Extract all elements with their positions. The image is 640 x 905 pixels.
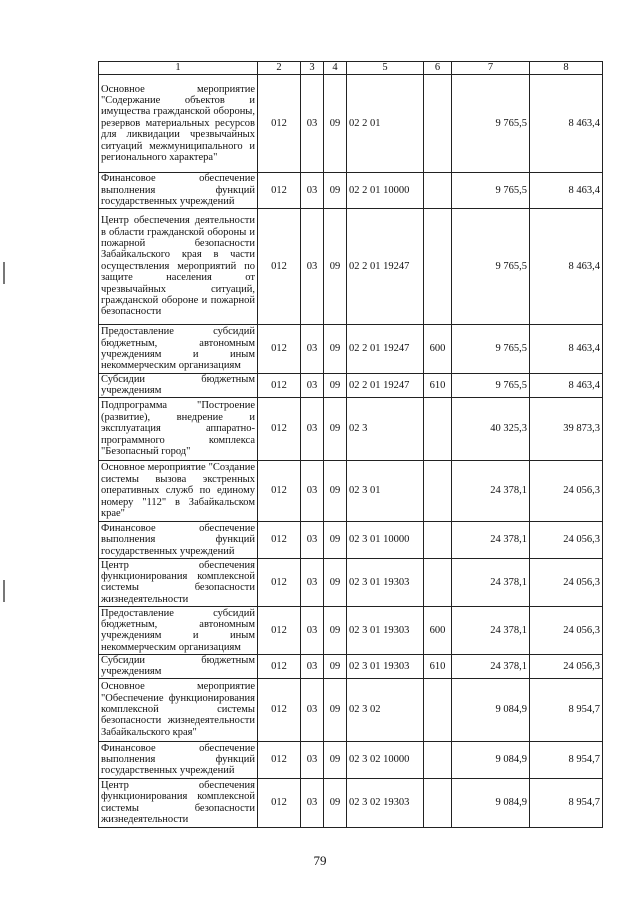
section-code-cell: 03	[301, 397, 324, 460]
target-article-cell: 02 3 01	[347, 460, 424, 521]
expense-type-cell	[424, 209, 452, 325]
table-row	[99, 778, 603, 827]
target-article-cell: 02 3 02 10000	[347, 741, 424, 778]
target-article-cell: 02 2 01 19247	[347, 209, 424, 325]
ministry-code-cell: 012	[258, 654, 301, 678]
section-code-cell: 03	[301, 75, 324, 173]
amount-plan-cell: 24 378,1	[452, 654, 530, 678]
table-row	[99, 460, 603, 521]
ministry-code-cell: 012	[258, 173, 301, 209]
expense-type-cell	[424, 778, 452, 827]
scan-edge-mark	[3, 262, 5, 284]
col-header: 2	[258, 62, 301, 75]
row-name-cell: Предоставление субсидий бюджетным, автономным учреждениям и иным некоммерческим организациям	[99, 325, 258, 374]
ministry-code-cell: 012	[258, 558, 301, 606]
subsection-code-cell: 09	[324, 397, 347, 460]
amount-plan-cell: 9 765,5	[452, 374, 530, 398]
ministry-code-cell: 012	[258, 374, 301, 398]
amount-plan-cell: 9 084,9	[452, 678, 530, 741]
section-code-cell: 03	[301, 654, 324, 678]
ministry-code-cell: 012	[258, 75, 301, 173]
ministry-code-cell: 012	[258, 678, 301, 741]
table-row	[99, 173, 603, 209]
expense-type-cell	[424, 678, 452, 741]
subsection-code-cell: 09	[324, 558, 347, 606]
subsection-code-cell: 09	[324, 678, 347, 741]
expense-type-cell	[424, 173, 452, 209]
row-name-cell: Финансовое обеспечение выполнения функций государственных учреждений	[99, 173, 258, 209]
amount-actual-cell: 24 056,3	[530, 654, 603, 678]
subsection-code-cell: 09	[324, 75, 347, 173]
section-code-cell: 03	[301, 558, 324, 606]
section-code-cell: 03	[301, 460, 324, 521]
section-code-cell: 03	[301, 606, 324, 654]
row-name-cell: Основное мероприятие "Создание системы вызова экстренных оперативных служб по единому номеру "112" в Забайкальском крае"	[99, 460, 258, 521]
amount-actual-cell: 8 463,4	[530, 325, 603, 374]
section-code-cell: 03	[301, 209, 324, 325]
row-name-cell: Центр обеспечения функционирования комплексной системы безопасности жизнедеятельности	[99, 778, 258, 827]
subsection-code-cell: 09	[324, 654, 347, 678]
target-article-cell: 02 3 01 19303	[347, 654, 424, 678]
subsection-code-cell: 09	[324, 460, 347, 521]
section-code-cell: 03	[301, 521, 324, 558]
table-row	[99, 374, 603, 398]
subsection-code-cell: 09	[324, 606, 347, 654]
expense-type-cell	[424, 558, 452, 606]
row-name-cell: Субсидии бюджетным учреждениям	[99, 374, 258, 398]
amount-plan-cell: 9 765,5	[452, 75, 530, 173]
table-row	[99, 558, 603, 606]
section-code-cell: 03	[301, 678, 324, 741]
col-header: 3	[301, 62, 324, 75]
col-header: 6	[424, 62, 452, 75]
amount-plan-cell: 40 325,3	[452, 397, 530, 460]
amount-plan-cell: 24 378,1	[452, 460, 530, 521]
amount-plan-cell: 9 765,5	[452, 325, 530, 374]
col-header: 4	[324, 62, 347, 75]
amount-plan-cell: 9 765,5	[452, 209, 530, 325]
amount-actual-cell: 24 056,3	[530, 558, 603, 606]
amount-actual-cell: 39 873,3	[530, 397, 603, 460]
col-header: 5	[347, 62, 424, 75]
expense-type-cell	[424, 521, 452, 558]
subsection-code-cell: 09	[324, 778, 347, 827]
amount-plan-cell: 24 378,1	[452, 558, 530, 606]
amount-actual-cell: 8 463,4	[530, 173, 603, 209]
amount-plan-cell: 24 378,1	[452, 606, 530, 654]
amount-actual-cell: 8 954,7	[530, 741, 603, 778]
target-article-cell: 02 3 02	[347, 678, 424, 741]
col-header: 8	[530, 62, 603, 75]
page-number: 79	[313, 853, 327, 868]
amount-plan-cell: 9 084,9	[452, 741, 530, 778]
expense-type-cell	[424, 75, 452, 173]
table-row	[99, 521, 603, 558]
table-row	[99, 209, 603, 325]
ministry-code-cell: 012	[258, 397, 301, 460]
ministry-code-cell: 012	[258, 778, 301, 827]
table-row	[99, 325, 603, 374]
amount-actual-cell: 24 056,3	[530, 521, 603, 558]
subsection-code-cell: 09	[324, 741, 347, 778]
ministry-code-cell: 012	[258, 460, 301, 521]
header-row	[99, 62, 603, 75]
target-article-cell: 02 2 01 19247	[347, 325, 424, 374]
row-name-cell: Основное мероприятие "Содержание объектов и имущества гражданской обороны, резервов материальных ресурсов для ликвидации чрезвычайных ситуаций межмуниципального и регионального характера"	[99, 75, 258, 173]
amount-actual-cell: 8 954,7	[530, 778, 603, 827]
target-article-cell: 02 2 01	[347, 75, 424, 173]
subsection-code-cell: 09	[324, 209, 347, 325]
table-row	[99, 741, 603, 778]
expense-type-cell: 610	[424, 654, 452, 678]
amount-actual-cell: 24 056,3	[530, 606, 603, 654]
col-header: 7	[452, 62, 530, 75]
expense-type-cell	[424, 397, 452, 460]
target-article-cell: 02 3 02 19303	[347, 778, 424, 827]
amount-plan-cell: 9 765,5	[452, 173, 530, 209]
amount-actual-cell: 8 954,7	[530, 678, 603, 741]
section-code-cell: 03	[301, 374, 324, 398]
row-name-cell: Основное мероприятие "Обеспечение функционирования комплексной системы безопасности жизнедеятельности Забайкальского края"	[99, 678, 258, 741]
section-code-cell: 03	[301, 325, 324, 374]
table-row	[99, 654, 603, 678]
row-name-cell: Подпрограмма "Построение (развитие), внедрение и эксплуатация аппаратно-программного комплекса "Безопасный город"	[99, 397, 258, 460]
subsection-code-cell: 09	[324, 374, 347, 398]
section-code-cell: 03	[301, 778, 324, 827]
table-row	[99, 678, 603, 741]
expense-type-cell: 600	[424, 606, 452, 654]
amount-actual-cell: 8 463,4	[530, 209, 603, 325]
subsection-code-cell: 09	[324, 173, 347, 209]
table-row	[99, 397, 603, 460]
row-name-cell: Финансовое обеспечение выполнения функций государственных учреждений	[99, 741, 258, 778]
row-name-cell: Финансовое обеспечение выполнения функций государственных учреждений	[99, 521, 258, 558]
row-name-cell: Субсидии бюджетным учреждениям	[99, 654, 258, 678]
section-code-cell: 03	[301, 173, 324, 209]
expense-type-cell: 600	[424, 325, 452, 374]
target-article-cell: 02 3 01 10000	[347, 521, 424, 558]
expense-type-cell	[424, 741, 452, 778]
target-article-cell: 02 3	[347, 397, 424, 460]
target-article-cell: 02 2 01 10000	[347, 173, 424, 209]
ministry-code-cell: 012	[258, 325, 301, 374]
row-name-cell: Предоставление субсидий бюджетным, автономным учреждениям и иным некоммерческим организациям	[99, 606, 258, 654]
row-name-cell: Центр обеспечения функционирования комплексной системы безопасности жизнедеятельности	[99, 558, 258, 606]
amount-actual-cell: 24 056,3	[530, 460, 603, 521]
target-article-cell: 02 3 01 19303	[347, 558, 424, 606]
expense-type-cell: 610	[424, 374, 452, 398]
ministry-code-cell: 012	[258, 521, 301, 558]
amount-actual-cell: 8 463,4	[530, 374, 603, 398]
budget-table	[98, 61, 603, 828]
row-name-cell: Центр обеспечения деятельности в области гражданской обороны и пожарной безопасности Забайкальского края в части осуществления мероприятий по защите населения от чрезвычайных ситуаций, гражданской обороне и пожарной безопасности	[99, 209, 258, 325]
target-article-cell: 02 3 01 19303	[347, 606, 424, 654]
ministry-code-cell: 012	[258, 606, 301, 654]
subsection-code-cell: 09	[324, 325, 347, 374]
scan-edge-mark	[3, 580, 5, 602]
section-code-cell: 03	[301, 741, 324, 778]
expense-type-cell	[424, 460, 452, 521]
amount-plan-cell: 9 084,9	[452, 778, 530, 827]
subsection-code-cell: 09	[324, 521, 347, 558]
amount-actual-cell: 8 463,4	[530, 75, 603, 173]
amount-plan-cell: 24 378,1	[452, 521, 530, 558]
table-row	[99, 75, 603, 173]
ministry-code-cell: 012	[258, 741, 301, 778]
col-header: 1	[99, 62, 258, 75]
table-row	[99, 606, 603, 654]
target-article-cell: 02 2 01 19247	[347, 374, 424, 398]
ministry-code-cell: 012	[258, 209, 301, 325]
